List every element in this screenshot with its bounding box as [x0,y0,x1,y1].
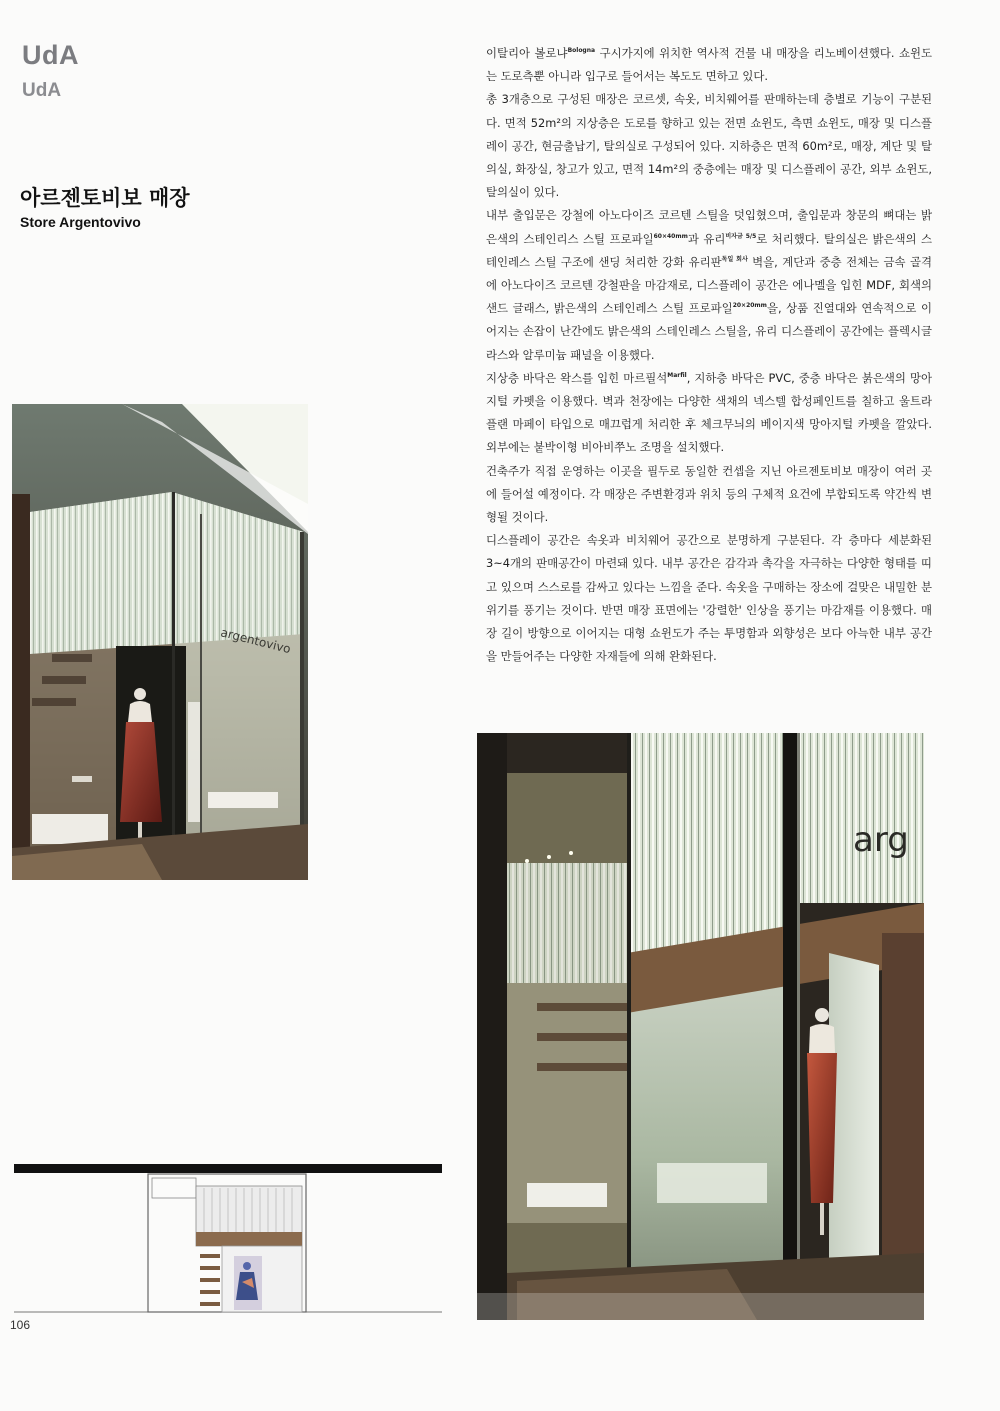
paragraph-5: 건축주가 직접 운영하는 이곳을 필두로 동일한 컨셉을 지닌 아르젠토비보 매장이 여러 곳에 들어설 예정이다. 각 매장은 주변환경과 위치 등의 구체적 요건에 부합되도록 약간씩 변형될 것이다. [486,463,932,525]
project-title-korean: 아르젠토비보 매장 [20,186,190,210]
article-body [486,42,932,668]
paragraph-2: 총 3개층으로 구성된 매장은 코르셋, 속옷, 비치웨어를 판매하는데 층별로 기능이 구분된다. 면적 52m²의 지상층은 도로를 향하고 있는 전면 쇼윈도, 측면 쇼윈도, 매장 및 디스플레이 공간, 현금출납기, 탈의실로 구성되어 있다. 지하층은 면적 60m²로, 매장, 계단 및 탈의실, 화장실, 창고가 있고, 면적 14m²의 중층에는 매장 및 디스플레이 공간, 외부 쇼윈도, 탈의실이 있다. [486,92,932,200]
storefront-photo [12,404,308,880]
storefront-sign-text: argentovivo [219,625,293,657]
elevation-drawing [14,1162,442,1314]
paragraph-4: 지상층 바닥은 왁스를 입힌 마르필석$^{Marfil}$, 지하층 바닥은 PVC, 중층 바닥은 붉은색의 망아지털 카펫을 이용했다. 벽과 천장에는 다양한 색채의 넥스텔 합성페인트를 칠하고 울트라플랜 마페이 타입으로 매끄럽게 처리한 후 체크무늬의 베이지색 망아지털 카펫을 깔았다. 외부에는 붙박이형 비아비쭈노 조명을 설치했다. [486,370,932,455]
project-title-english: Store Argentovivo [20,214,141,230]
interior-illustration [477,733,924,1320]
storefront-illustration [12,404,308,880]
paragraph-1: 이탈리아 볼로냐$^{Bologna}$ 구시가지에 위치한 역사적 건물 내 매장을 리노베이션했다. 쇼윈도는 도로측뿐 아니라 입구로 들어서는 복도도 면하고 있다. [486,46,932,84]
paragraph-3: 내부 출입문은 강철에 아노다이즈 코르텐 스틸을 덧입혔으며, 출입문과 창문의 뼈대는 밝은색의 스테인리스 스틸 프로파일$^{60\times 40mm}$과 유리$^{비자금 5/5}$로 처리했다. 탈의실은 밝은색의 스테인레스 스틸 구조에 샌딩 처리한 강화 유리판$^{독일 회사}$ 벽을, 계단과 중층 전체는 금속 골격에 아노다이즈 코르텐 강철판을 마감재로, 디스플레이 공간은 에나멜을 입힌 MDF, 회색의 샌드 글래스, 밝은색의 스테인레스 스틸 프로파일$^{20\times 20mm}$을, 상품 진열대와 연속적으로 이어지는 손잡이 난간에도 밝은색의 스테인레스 스틸을, 유리 디스플레이 공간에는 플렉시글라스와 알루미늄 패널을 이용했다. [486,208,933,362]
page-number: 106 [10,1318,31,1332]
interior-photo [477,733,924,1320]
interior-sign-text: arg [853,820,909,860]
firm-name: UdA [22,40,79,70]
elevation-illustration [14,1162,442,1314]
firm-name-subtitle: UdA [22,80,62,101]
paragraph-6: 디스플레이 공간은 속옷과 비치웨어 공간으로 분명하게 구분된다. 각 층마다 세분화된 3~4개의 판매공간이 마련돼 있다. 내부 공간은 감각과 촉각을 자극하는 다양한 형태를 띠고 있으며 스스로를 감싸고 있다는 느낌을 준다. 속옷을 구매하는 장소에 걸맞은 내밀한 분위기를 풍기는 것이다. 반면 매장 표면에는 '강렬한' 인상을 풍기는 마감재를 이용했다. 매장 길이 방향으로 이어지는 대형 쇼윈도가 주는 투명함과 외향성은 보다 아늑한 내부 공간을 만들어주는 다양한 자재들에 의해 완화된다. [486,533,932,664]
